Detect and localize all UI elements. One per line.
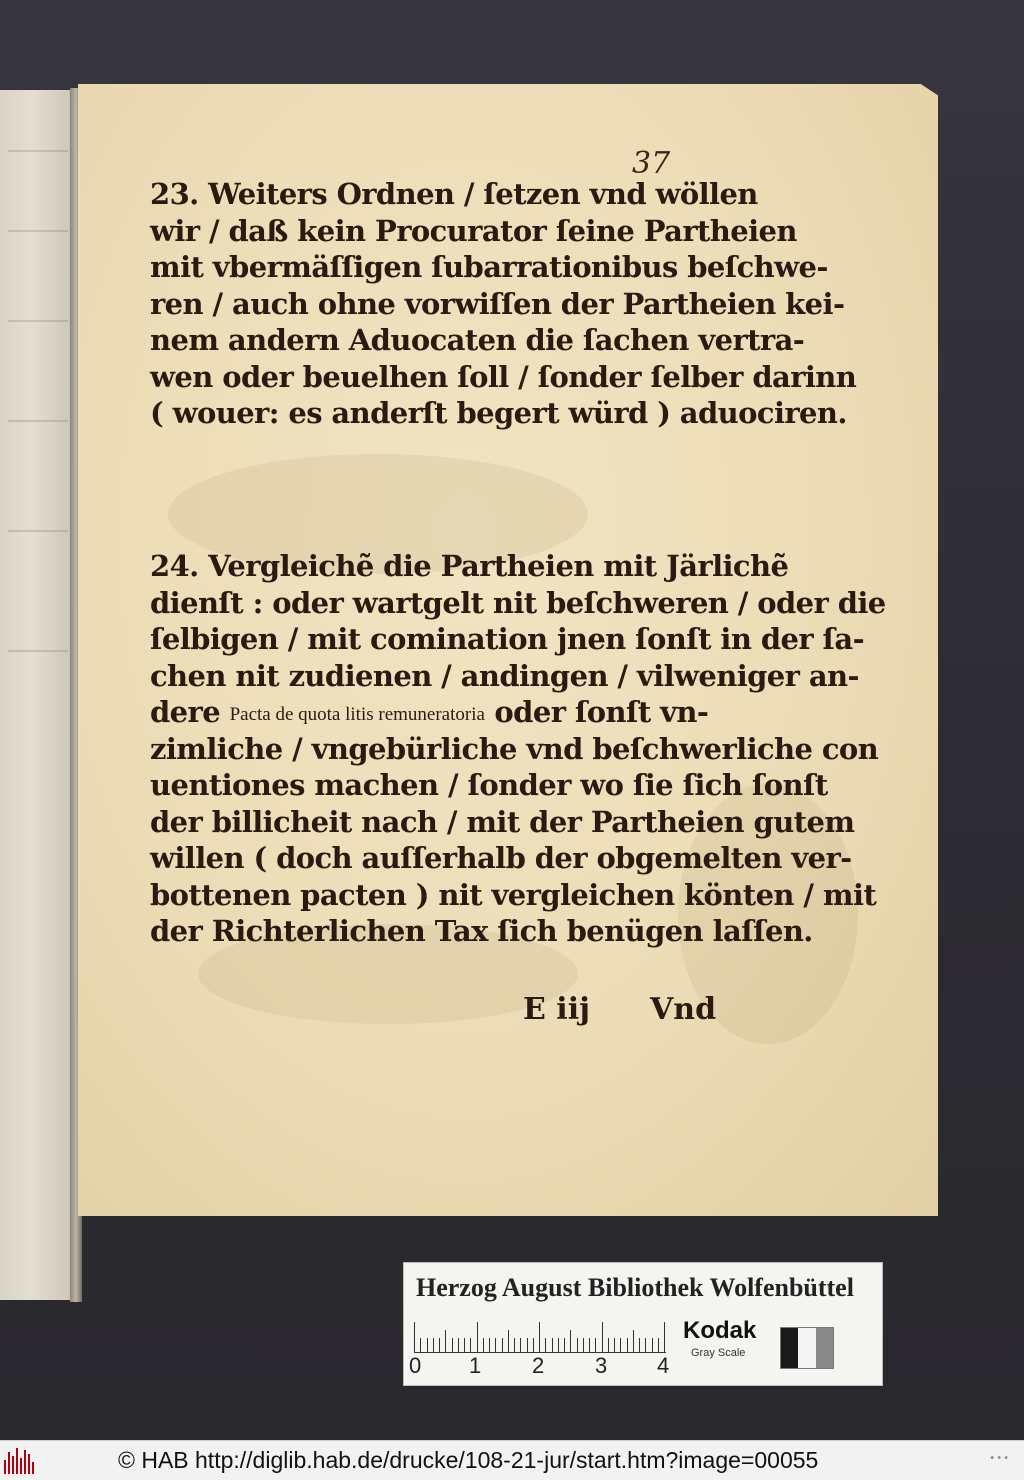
ruler-label: 1 [469,1353,482,1378]
paragraph-24 [150,548,886,950]
gray-scale-label: Gray Scale [691,1347,746,1359]
ruler-tick [602,1322,603,1352]
ruler-tick [545,1338,546,1352]
ruler-tick [470,1338,471,1352]
text-line: dienſt : oder wartgelt nit beſchweren / oder die [150,585,886,620]
hab-logo-icon[interactable] [4,1446,44,1474]
ruler-tick [508,1330,509,1352]
text-line: zimliche / vngebürliche vnd beſchwerliche con [150,731,879,766]
ruler-label: 0 [409,1353,422,1378]
facing-page-edge [0,90,81,1300]
ruler-tick [595,1338,596,1352]
text-line: wir / daß kein Procurator ſeine Partheien [150,213,797,248]
copyright-link[interactable]: © HAB http://diglib.hab.de/drucke/108-21-jur/start.htm?image=00055 [118,1447,819,1473]
ruler-tick [520,1338,521,1352]
page-number: 37 [632,146,671,181]
text-line: ( wouer: es anderſt begert würd ) aduociren. [150,396,847,430]
ruler-labels [409,1353,679,1379]
scale-ruler [414,1318,666,1353]
ruler-tick [620,1338,621,1352]
kodak-logo: Kodak [683,1317,757,1344]
text-fragment: dere [150,695,221,729]
text-line: 24. Vergleichẽ die Partheien mit Järlichẽ [150,549,789,583]
gray-patches [780,1327,834,1369]
ruler-tick [564,1338,565,1352]
ruler-tick [664,1322,665,1352]
more-icon[interactable]: ••• [989,1453,1010,1464]
text-line: der Richterlichen Tax ſich benügen laſſen. [150,914,813,948]
ruler-tick [570,1330,571,1352]
ruler-tick [489,1338,490,1352]
text-line: ſelbigen / mit comination jnen ſonſt in der ſa- [150,622,865,656]
ruler-tick [458,1338,459,1352]
ruler-tick [427,1338,428,1352]
ruler-tick [414,1322,415,1352]
ruler-tick [420,1338,421,1352]
ruler-tick [589,1338,590,1352]
bottom-toolbar [0,1440,1024,1480]
catchword: Vnd [650,992,717,1027]
text-line: ren / auch ohne vorwiſſen der Partheien kei- [150,286,845,321]
ruler-label: 2 [532,1353,545,1378]
ruler-tick [514,1338,515,1352]
ruler-tick [452,1338,453,1352]
ruler-tick [502,1338,503,1352]
text-line-mixed [150,694,720,731]
library-name: Herzog August Bibliothek Wolfenbüttel [416,1273,854,1302]
ruler-tick [645,1338,646,1352]
text-line: chen nit zudienen / andingen / vilweniger an- [150,658,859,693]
text-line: uentiones machen / ſonder wo ſie ſich ſonſt [150,768,828,802]
ruler-tick [614,1338,615,1352]
ruler-tick [608,1338,609,1352]
ruler-tick [445,1330,446,1352]
ruler-tick [439,1338,440,1352]
text-line: willen ( doch auſſerhalb der obgemelten ver- [150,841,852,875]
text-line: 23. Weiters Ordnen / ſetzen vnd wöllen [150,177,758,211]
ruler-tick [495,1338,496,1352]
library-color-card [403,1262,883,1386]
ruler-tick [527,1338,528,1352]
ruler-tick [558,1338,559,1352]
paragraph-23 [150,176,857,432]
ruler-tick [464,1338,465,1352]
ruler-tick [627,1338,628,1352]
ruler-tick [433,1338,434,1352]
text-line: der billicheit nach / mit der Partheien gutem [150,804,855,839]
signature-mark: E iij [523,992,590,1027]
ruler-tick [477,1322,478,1352]
text-line: mit vbermäſſigen ſubarrationibus beſchwe- [150,250,828,284]
ruler-tick [483,1338,484,1352]
ruler-tick [639,1338,640,1352]
ruler-tick [552,1338,553,1352]
ruler-tick [533,1338,534,1352]
ruler-tick [583,1338,584,1352]
ruler-tick [658,1338,659,1352]
ruler-label: 4 [657,1353,670,1378]
text-line: nem andern Aduocaten die ſachen vertra- [150,323,805,357]
latin-phrase: Pacta de quota litis remuneratoria [229,704,485,725]
text-fragment: oder ſonſt vn- [494,695,709,729]
ruler-tick [539,1322,540,1352]
ruler-tick [652,1338,653,1352]
text-line: wen oder beuelhen ſoll / ſonder ſelber darinn [150,359,857,394]
ruler-tick [577,1338,578,1352]
ruler-label: 3 [595,1353,608,1378]
text-line: bottenen pacten ) nit vergleichen könten / mit [150,877,877,912]
ruler-tick [633,1330,634,1352]
